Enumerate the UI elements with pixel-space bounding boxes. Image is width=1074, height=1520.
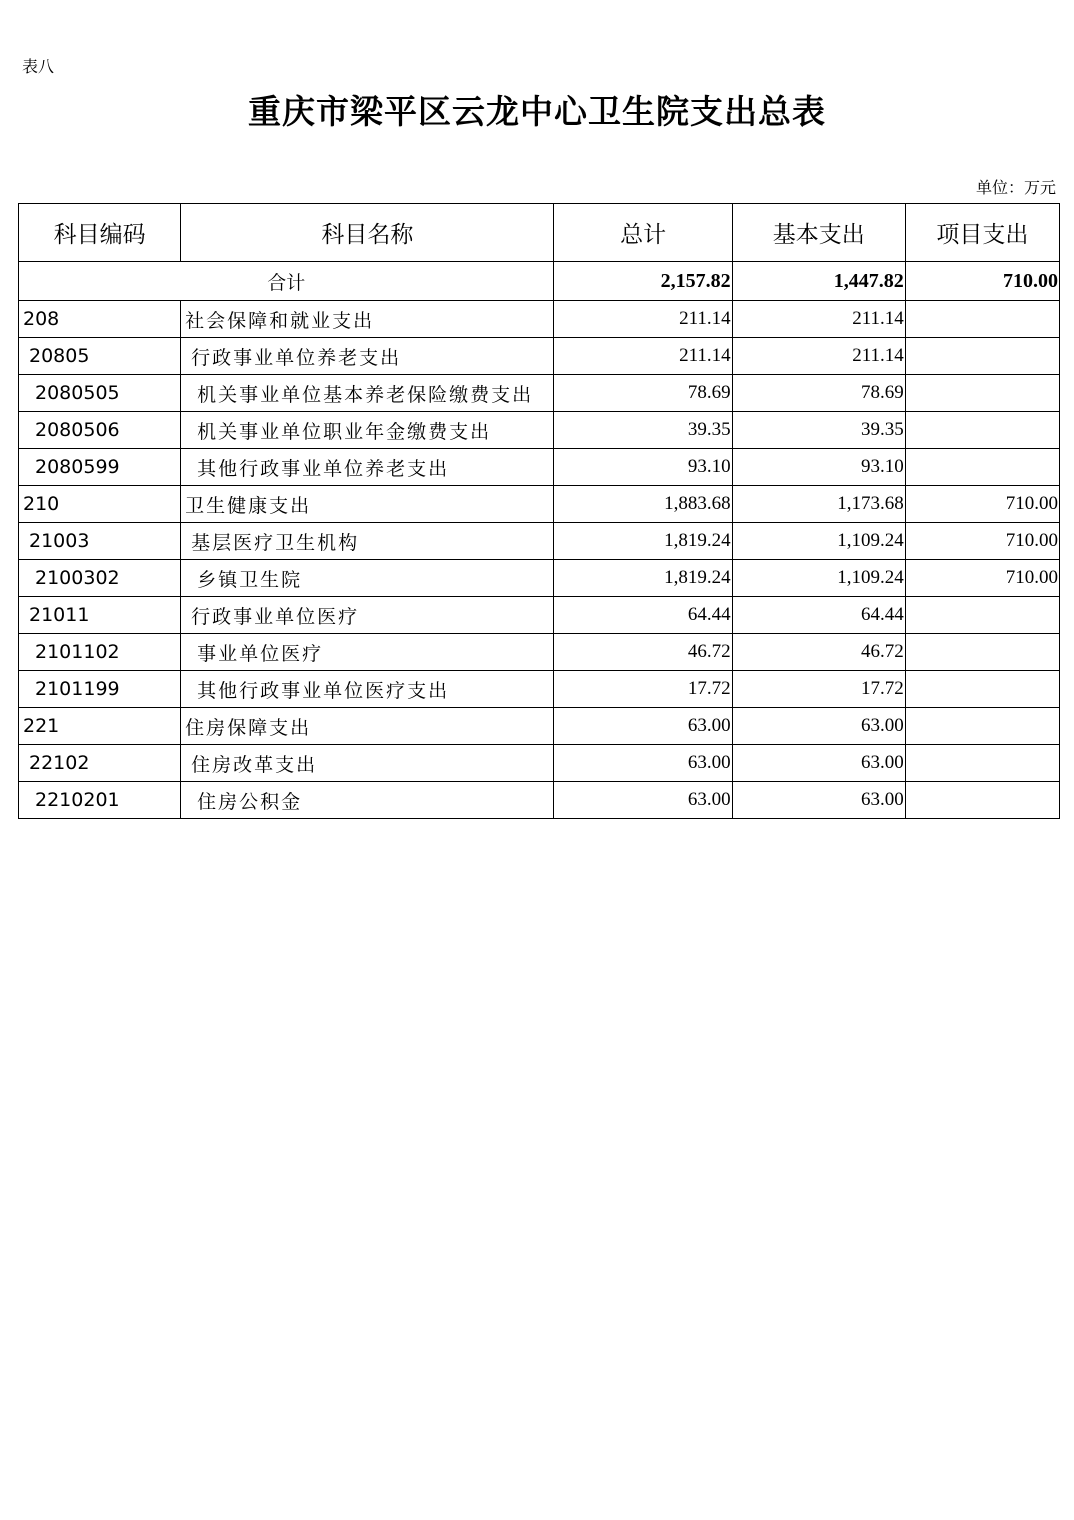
table-row [19, 449, 1060, 486]
row-name: 行政事业单位养老支出 [181, 338, 554, 375]
header-code: 科目编码 [19, 204, 181, 262]
summary-basic: 1,447.82 [732, 262, 905, 301]
table-row [19, 745, 1060, 782]
table-header-row [19, 204, 1060, 262]
row-project: 710.00 [905, 560, 1059, 597]
row-code: 2101199 [19, 671, 181, 708]
row-name: 基层医疗卫生机构 [181, 523, 554, 560]
row-total: 211.14 [554, 301, 732, 338]
expenditure-table [18, 203, 1060, 819]
row-name: 乡镇卫生院 [181, 560, 554, 597]
row-total: 1,819.24 [554, 560, 732, 597]
row-total: 39.35 [554, 412, 732, 449]
table-row [19, 671, 1060, 708]
row-code: 2101102 [19, 634, 181, 671]
row-code: 2080599 [19, 449, 181, 486]
row-total: 17.72 [554, 671, 732, 708]
row-project [905, 634, 1059, 671]
row-code: 2100302 [19, 560, 181, 597]
table-row [19, 708, 1060, 745]
row-basic: 63.00 [732, 745, 905, 782]
header-name: 科目名称 [181, 204, 554, 262]
table-row [19, 597, 1060, 634]
row-basic: 63.00 [732, 782, 905, 819]
row-project: 710.00 [905, 486, 1059, 523]
summary-total: 2,157.82 [554, 262, 732, 301]
row-project [905, 301, 1059, 338]
table-row [19, 412, 1060, 449]
row-basic: 211.14 [732, 301, 905, 338]
row-project [905, 597, 1059, 634]
row-basic: 17.72 [732, 671, 905, 708]
table-row [19, 523, 1060, 560]
row-name: 住房保障支出 [181, 708, 554, 745]
header-basic: 基本支出 [732, 204, 905, 262]
row-name: 其他行政事业单位医疗支出 [181, 671, 554, 708]
row-name: 卫生健康支出 [181, 486, 554, 523]
summary-label: 合计 [19, 262, 554, 301]
row-basic: 1,173.68 [732, 486, 905, 523]
unit-label: 单位：万元 [975, 178, 1056, 197]
row-total: 78.69 [554, 375, 732, 412]
header-project: 项目支出 [905, 204, 1059, 262]
row-code: 210 [19, 486, 181, 523]
row-code: 21003 [19, 523, 181, 560]
table-row [19, 301, 1060, 338]
summary-project: 710.00 [905, 262, 1059, 301]
row-basic: 64.44 [732, 597, 905, 634]
table-row [19, 634, 1060, 671]
row-project [905, 375, 1059, 412]
row-project [905, 708, 1059, 745]
row-code: 2080505 [19, 375, 181, 412]
summary-row [19, 262, 1060, 301]
row-total: 211.14 [554, 338, 732, 375]
row-code: 2080506 [19, 412, 181, 449]
row-basic: 93.10 [732, 449, 905, 486]
row-total: 63.00 [554, 745, 732, 782]
row-total: 64.44 [554, 597, 732, 634]
table-row [19, 486, 1060, 523]
row-basic: 1,109.24 [732, 560, 905, 597]
table-row [19, 560, 1060, 597]
row-project [905, 338, 1059, 375]
row-basic: 1,109.24 [732, 523, 905, 560]
row-total: 63.00 [554, 782, 732, 819]
row-name: 机关事业单位基本养老保险缴费支出 [181, 375, 554, 412]
row-basic: 46.72 [732, 634, 905, 671]
row-project [905, 745, 1059, 782]
row-name: 住房改革支出 [181, 745, 554, 782]
row-code: 22102 [19, 745, 181, 782]
row-basic: 39.35 [732, 412, 905, 449]
row-total: 1,819.24 [554, 523, 732, 560]
row-project: 710.00 [905, 523, 1059, 560]
header-total: 总计 [554, 204, 732, 262]
row-name: 事业单位医疗 [181, 634, 554, 671]
row-code: 2210201 [19, 782, 181, 819]
row-name: 行政事业单位医疗 [181, 597, 554, 634]
row-basic: 78.69 [732, 375, 905, 412]
row-total: 1,883.68 [554, 486, 732, 523]
table-row [19, 782, 1060, 819]
row-project [905, 449, 1059, 486]
table-number: 表八 [22, 57, 55, 76]
row-code: 21011 [19, 597, 181, 634]
row-name: 社会保障和就业支出 [181, 301, 554, 338]
table-row [19, 375, 1060, 412]
row-project [905, 782, 1059, 819]
row-project [905, 671, 1059, 708]
row-project [905, 412, 1059, 449]
row-basic: 211.14 [732, 338, 905, 375]
row-name: 住房公积金 [181, 782, 554, 819]
row-code: 221 [19, 708, 181, 745]
row-total: 93.10 [554, 449, 732, 486]
row-name: 机关事业单位职业年金缴费支出 [181, 412, 554, 449]
row-name: 其他行政事业单位养老支出 [181, 449, 554, 486]
row-code: 20805 [19, 338, 181, 375]
row-total: 46.72 [554, 634, 732, 671]
row-total: 63.00 [554, 708, 732, 745]
page-title: 重庆市梁平区云龙中心卫生院支出总表 [248, 92, 826, 131]
row-basic: 63.00 [732, 708, 905, 745]
row-code: 208 [19, 301, 181, 338]
table-row [19, 338, 1060, 375]
